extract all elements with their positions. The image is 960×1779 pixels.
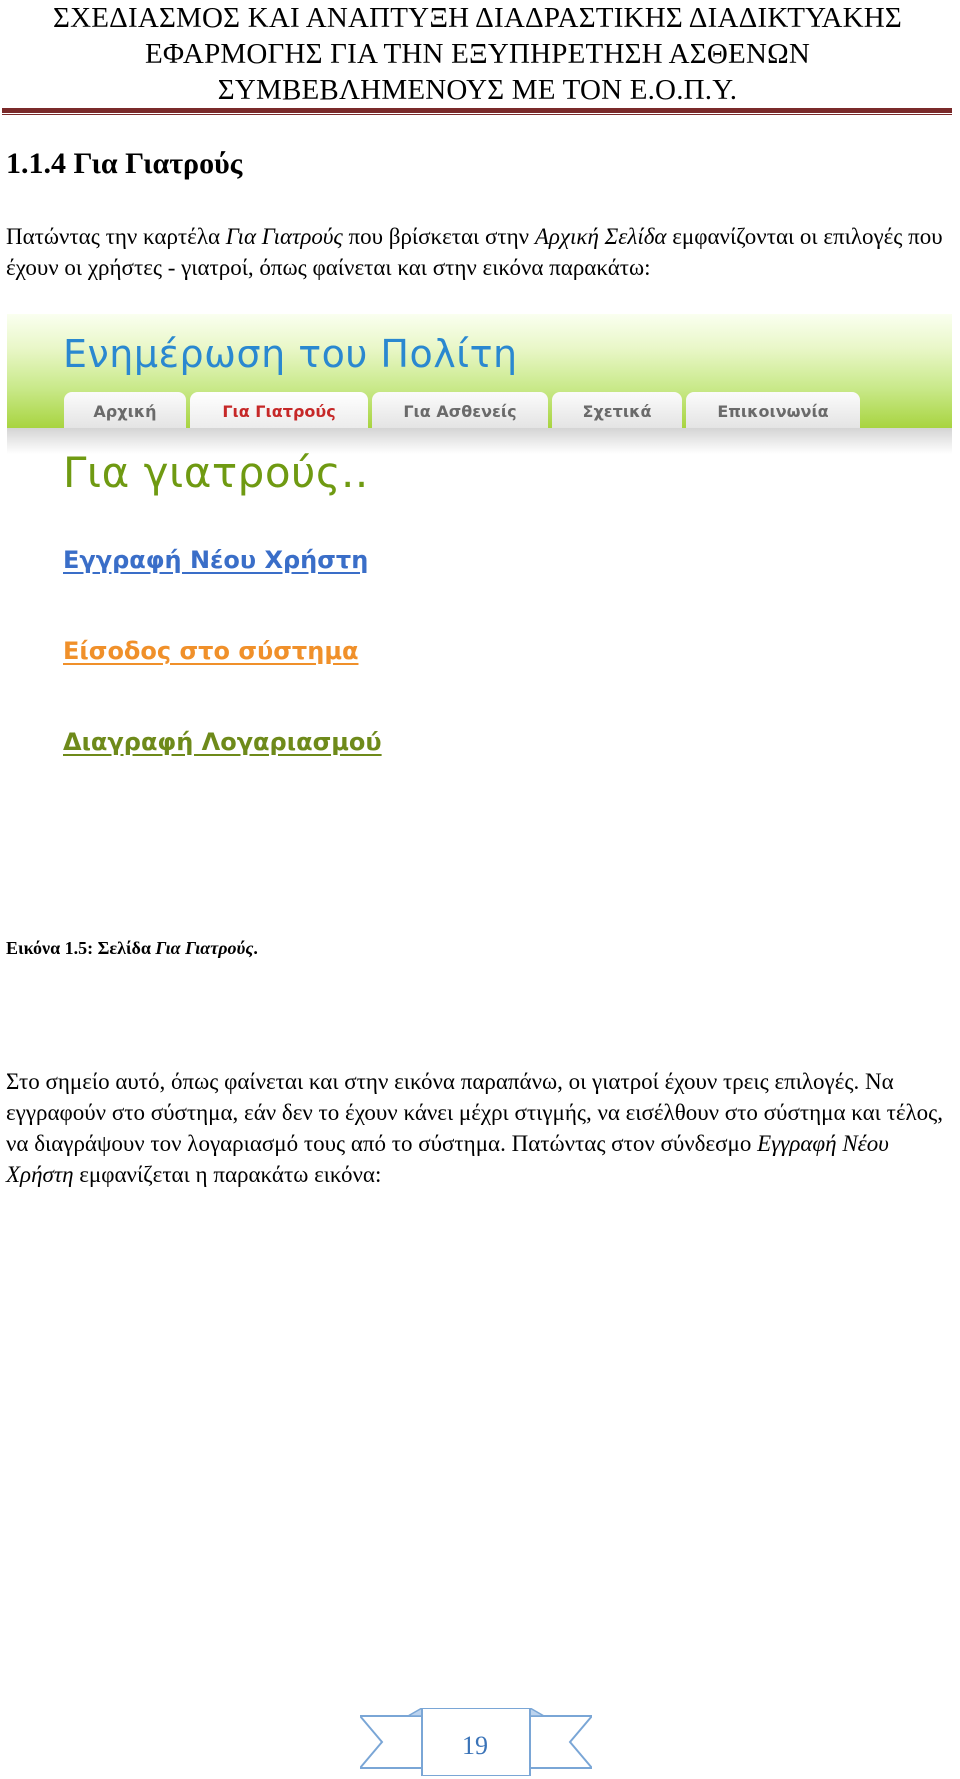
login-link[interactable]: Είσοδος στο σύστημα [63,637,359,665]
tab-patients[interactable]: Για Ασθενείς [372,392,548,428]
options-italic: Εγγραφή Νέου Χρήστη [6,1131,889,1187]
intro-text-1: Πατώντας την καρτέλα [6,224,226,249]
intro-italic-2: Αρχική Σελίδα [534,224,667,249]
doctors-heading: Για γιατρούς.. [63,448,369,497]
options-text-2: εμφανίζεται η παρακάτω εικόνα: [73,1162,382,1187]
options-text-1: Στο σημείο αυτό, όπως φαίνεται και στην εικόνα παραπάνω, οι γιατροί έχουν τρεις επιλογές. Να εγγραφούν στο σύστημα, εάν δεν το έχουν κάνει μέχρι στιγμής, να εισέλθουν στο σύστημα και τέλος, να διαγράψουν τον λογαριασμό τους από το σύστημα. Πατώντας στον σύνδεσμο [6,1069,944,1156]
header-line-3: ΣΥΜΒΕΒΛΗΜΕΝΟΥΣ ΜΕ ΤΟΝ Ε.Ο.Π.Υ. [217,74,738,106]
intro-text-3: εμφανίζονται οι επιλογές που έχουν οι χρήστες - γιατροί, όπως φαίνεται και στην εικόνα παρακάτω: [6,224,943,280]
tab-contact[interactable]: Επικοινωνία [686,392,860,428]
delete-account-link[interactable]: Διαγραφή Λογαριασμού [63,728,382,756]
figure-caption [6,938,258,959]
document-header [0,0,955,108]
header-rule-thin [2,114,952,115]
caption-italic: Για Γιατρούς [155,938,254,958]
site-title: Ενημέρωση του Πολίτη [63,332,518,376]
header-line-1: ΣΧΕΔΙΑΣΜΟΣ ΚΑΙ ΑΝΑΠΤΥΞΗ ΔΙΑΔΡΑΣΤΙΚΗΣ ΔΙΑΔΙΚΤΥΑΚΗΣ [52,2,903,34]
section-title: 1.1.4 Για Γιατρούς [6,147,243,180]
register-link[interactable]: Εγγραφή Νέου Χρήστη [63,546,369,574]
intro-text-2: που βρίσκεται στην [342,224,535,249]
intro-italic-1: Για Γιατρούς [225,224,343,249]
options-paragraph [6,1066,951,1190]
caption-prefix: Εικόνα 1.5: Σελίδα [6,938,156,958]
tab-doctors[interactable]: Για Γιατρούς [190,392,368,428]
caption-suffix: . [253,938,258,958]
header-line-2: ΕΦΑΡΜΟΓΗΣ ΓΙΑ ΤΗΝ ΕΞΥΠΗΡΕΤΗΣΗ ΑΣΘΕΝΩΝ [145,38,810,70]
embedded-screenshot [7,314,952,784]
tab-about[interactable]: Σχετικά [552,392,682,428]
intro-paragraph [6,221,951,283]
page-number: 19 [462,1731,488,1760]
tab-home[interactable]: Αρχική [64,392,186,428]
header-rule [2,108,952,113]
